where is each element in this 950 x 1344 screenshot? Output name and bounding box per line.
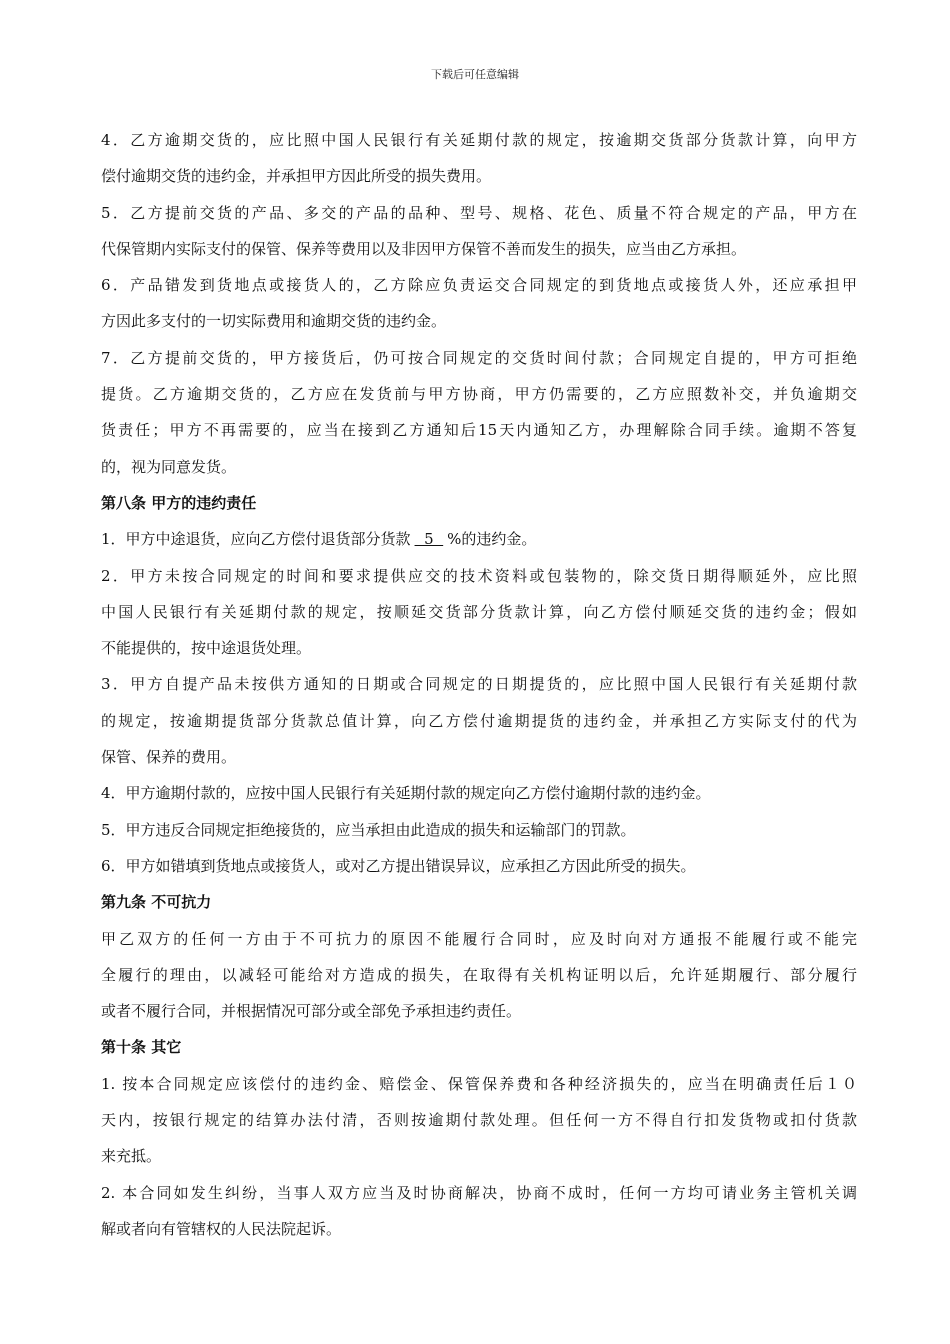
line-text: 偿付逾期交货的违约金，并承担甲方因此所受的损失费用。 — [101, 167, 492, 186]
line-text: 6．产品错发到货地点或接货人的，乙方除应负责运交合同规定的到货地点或接货人外，还应承担甲 — [101, 276, 857, 295]
text-line — [101, 812, 857, 848]
line-text: 3．甲方自提产品未按供方通知的日期或合同规定的日期提货的，应比照中国人民银行有关延期付款 — [101, 675, 857, 694]
section-heading — [101, 884, 857, 920]
line-text: 2. 本合同如发生纠纷，当事人双方应当及时协商解决，协商不成时，任何一方均可请业务主管机关调 — [101, 1183, 857, 1202]
text-line — [101, 412, 857, 448]
line-text: 或者不履行合同，并根据情况可部分或全部免予承担违约责任。 — [101, 1002, 522, 1021]
text-line — [101, 122, 857, 158]
text-line — [101, 630, 857, 666]
line-text: 2．甲方未按合同规定的时间和要求提供应交的技术资料或包装物的，除交货日期得顺延外，应比照 — [101, 566, 857, 585]
text-line — [101, 449, 857, 485]
line-text: 7．乙方提前交货的，甲方接货后，仍可按合同规定的交货时间付款；合同规定自提的，甲方可拒绝 — [101, 348, 857, 367]
text-line — [101, 703, 857, 739]
text-line — [101, 848, 857, 884]
line-text: 方因此多支付的一切实际费用和逾期交货的违约金。 — [101, 312, 447, 331]
line-text: 4．乙方逾期交货的，应比照中国人民银行有关延期付款的规定，按逾期交货部分货款计算，向甲方 — [101, 131, 857, 149]
text-line — [101, 267, 857, 303]
line-text: 货责任；甲方不再需要的，应当在接到乙方通知后15天内通知乙方，办理解除合同手续。逾期不答复 — [101, 421, 857, 440]
text-line — [101, 666, 857, 702]
text-line — [101, 1211, 857, 1247]
text-line — [101, 340, 857, 376]
text-line — [101, 1102, 857, 1138]
line-text: 第九条 不可抗力 — [101, 893, 212, 912]
text-line — [101, 594, 857, 630]
text-line — [101, 195, 857, 231]
line-text: 天内，按银行规定的结算办法付清，否则按逾期付款处理。但任何一方不得自行扣发货物或扣付货款 — [101, 1111, 857, 1130]
text-line — [101, 993, 857, 1029]
line-text: 1．甲方中途退货，应向乙方偿付退货部分货款 — [101, 530, 411, 549]
line-text: 中国人民银行有关延期付款的规定，按顺延交货部分货款计算，向乙方偿付顺延交货的违约金；假如 — [101, 602, 857, 621]
line-text: 提货。乙方逾期交货的，乙方应在发货前与甲方协商，甲方仍需要的，乙方应照数补交，并负逾期交 — [101, 385, 857, 404]
text-line — [101, 957, 857, 993]
document-body — [101, 122, 857, 1247]
penalty-rate-suffix: %的违约金。 — [447, 530, 537, 549]
line-text: 5．甲方违反合同规定拒绝接货的，应当承担由此造成的损失和运输部门的罚款。 — [101, 820, 636, 839]
line-text: 保管、保养的费用。 — [101, 748, 237, 767]
line-text: 4．甲方逾期付款的，应按中国人民银行有关延期付款的规定向乙方偿付逾期付款的违约金。 — [101, 784, 711, 803]
text-line — [101, 521, 857, 557]
text-line — [101, 558, 857, 594]
text-line — [101, 739, 857, 775]
line-text: 不能提供的，按中途退货处理。 — [101, 639, 312, 658]
line-text: 5．乙方提前交货的产品、多交的产品的品种、型号、规格、花色、质量不符合规定的产品，甲方在 — [101, 203, 857, 222]
text-line — [101, 1138, 857, 1174]
text-line — [101, 303, 857, 339]
text-line — [101, 1066, 857, 1102]
line-text: 代保管期内实际支付的保管、保养等费用以及非因甲方保管不善而发生的损失，应当由乙方承担。 — [101, 239, 747, 258]
section-heading — [101, 1029, 857, 1065]
line-text: 6．甲方如错填到货地点或接货人，或对乙方提出错误异议，应承担乙方因此所受的损失。 — [101, 856, 696, 875]
line-text: 甲乙双方的任何一方由于不可抗力的原因不能履行合同时，应及时向对方通报不能履行或不能完 — [101, 929, 857, 948]
line-text: 1. 按本合同规定应该偿付的违约金、赔偿金、保管保养费和各种经济损失的，应当在明确责任后１０ — [101, 1074, 857, 1093]
line-text: 第十条 其它 — [101, 1038, 182, 1057]
text-line — [101, 775, 857, 811]
text-line — [101, 231, 857, 267]
line-text: 的，视为同意发货。 — [101, 457, 237, 476]
text-line — [101, 1175, 857, 1211]
page-header: 下载后可任意编辑 — [431, 68, 519, 81]
line-text: 的规定，按逾期提货部分货款总值计算，向乙方偿付逾期提货的违约金，并承担乙方实际支付的代为 — [101, 711, 857, 730]
line-text: 来充抵。 — [101, 1147, 162, 1166]
section-heading — [101, 485, 857, 521]
line-text: 解或者向有管辖权的人民法院起诉。 — [101, 1219, 342, 1238]
text-line — [101, 158, 857, 194]
text-line — [101, 376, 857, 412]
text-line — [101, 921, 857, 957]
line-text: 第八条 甲方的违约责任 — [101, 493, 257, 512]
line-text: 全履行的理由，以减轻可能给对方造成的损失，在取得有关机构证明以后，允许延期履行、部分履行 — [101, 965, 857, 984]
penalty-rate-field: 5 — [414, 530, 444, 549]
